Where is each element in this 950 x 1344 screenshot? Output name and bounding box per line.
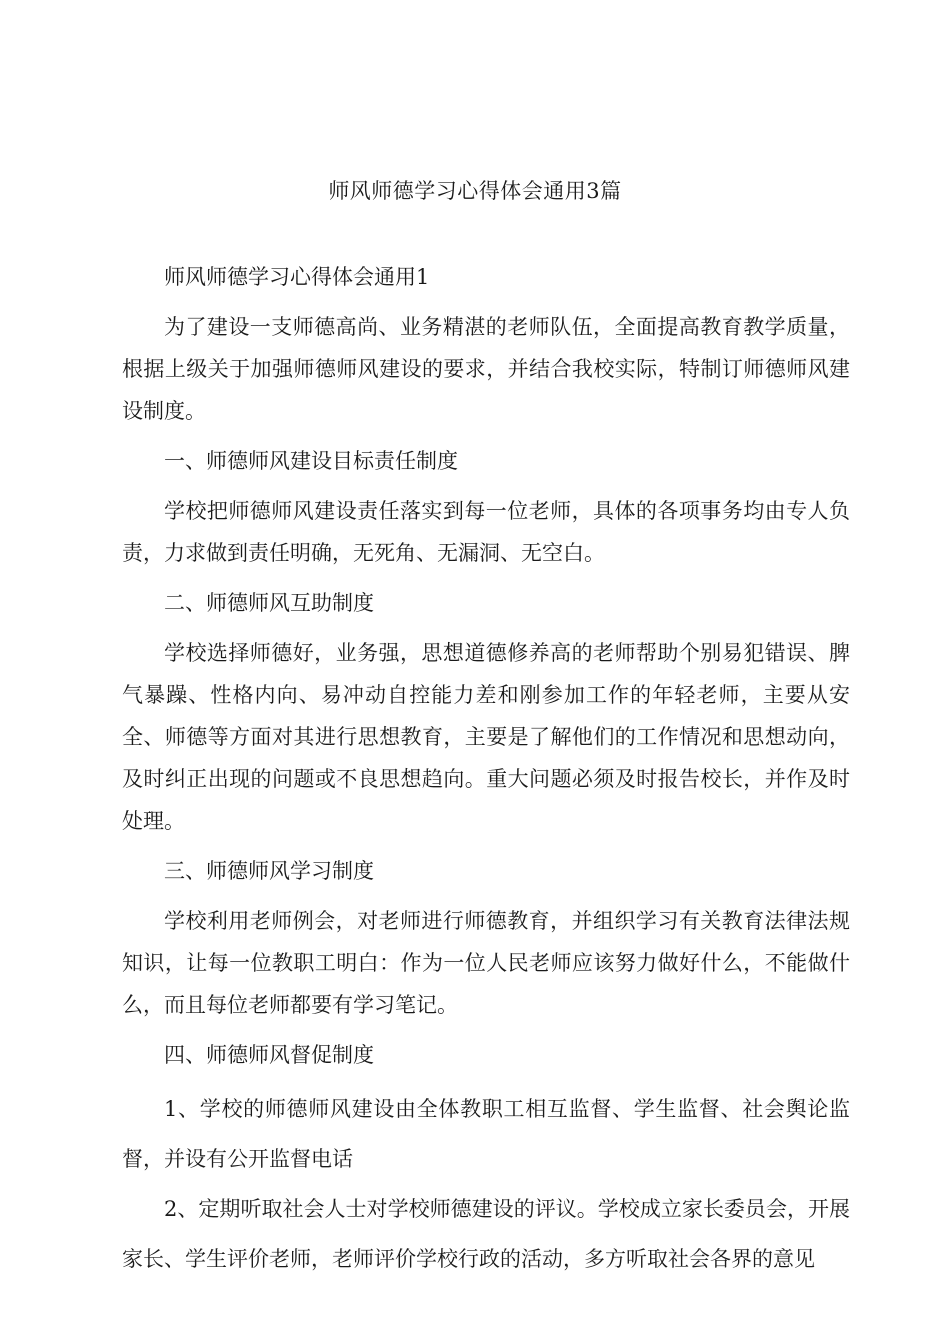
list-item: 2、定期听取社会人士对学校师德建设的评议。学校成立家长委员会，开展家长、学生评价老师，老师评价学校行政的活动，多方听取社会各界的意见 bbox=[122, 1197, 850, 1271]
section-text-1: 学校把师德师风建设责任落实到每一位老师，具体的各项事务均由专人负责，力求做到责任明确，无死角、无漏洞、无空白。 bbox=[122, 499, 850, 565]
document-body bbox=[122, 256, 850, 1284]
list-item: 1、学校的师德师风建设由全体教职工相互监督、学生监督、社会舆论监督，并设有公开监督电话 bbox=[122, 1097, 850, 1171]
section-heading-4: 四、师德师风督促制度 bbox=[164, 1043, 374, 1067]
document-title: 师风师德学习心得体会通用3篇 bbox=[328, 179, 622, 203]
section-text-3: 学校利用老师例会，对老师进行师德教育，并组织学习有关教育法律法规知识，让每一位教职工明白：作为一位人民老师应该努力做好什么，不能做什么，而且每位老师都要有学习笔记。 bbox=[122, 909, 850, 1017]
section-text-2: 学校选择师德好，业务强，思想道德修养高的老师帮助个别易犯错误、脾气暴躁、性格内向、易冲动自控能力差和刚参加工作的年轻老师，主要从安全、师德等方面对其进行思想教育，主要是了解他们的工作情况和思想动向，及时纠正出现的问题或不良思想趋向。重大问题必须及时报告校长，并作及时处理。 bbox=[122, 641, 850, 833]
section-title: 师风师德学习心得体会通用1 bbox=[164, 265, 430, 289]
intro-paragraph: 为了建设一支师德高尚、业务精湛的老师队伍，全面提高教育教学质量，根据上级关于加强师德师风建设的要求，并结合我校实际，特制订师德师风建设制度。 bbox=[122, 315, 850, 423]
section-heading-1: 一、师德师风建设目标责任制度 bbox=[164, 449, 458, 473]
section-heading-3: 三、师德师风学习制度 bbox=[164, 859, 374, 883]
section-heading-2: 二、师德师风互助制度 bbox=[164, 591, 374, 615]
